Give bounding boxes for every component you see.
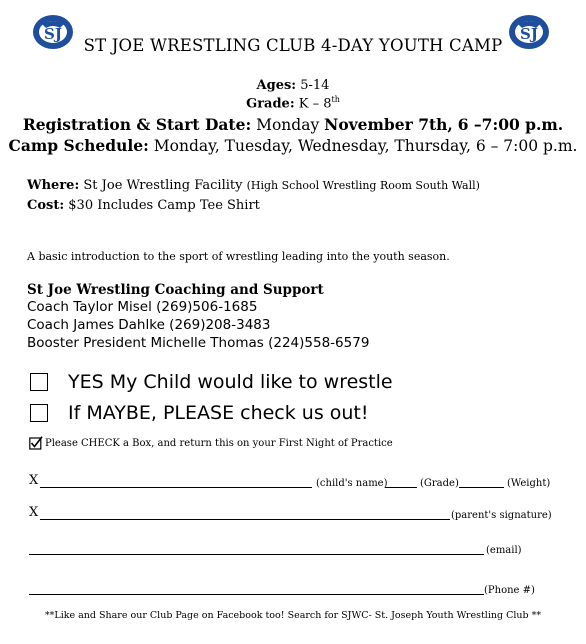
instruction-text: Please CHECK a Box, and return this on your First Night of Practice: [45, 437, 393, 449]
registration-label: Registration & Start Date:: [22, 115, 252, 134]
x-mark: X: [29, 473, 39, 488]
where-line: [27, 178, 480, 193]
registration-time: 6 –7:00 p.m.: [457, 115, 564, 134]
schedule-value: Monday, Tuesday, Wednesday, Thursday, 6 – 7:00 p.m.: [153, 137, 578, 155]
email-field[interactable]: [29, 554, 484, 555]
checked-box-icon: [29, 436, 43, 450]
grade-value: K – 8: [298, 96, 332, 112]
schedule-line: [0, 136, 586, 155]
phone-label: (Phone #): [484, 585, 535, 596]
option-yes-label: YES My Child would like to wrestle: [68, 371, 393, 393]
phone-field[interactable]: [29, 594, 484, 595]
schedule-label: Camp Schedule:: [8, 136, 149, 155]
grade-label: Grade:: [246, 96, 295, 112]
coach-contact: Coach Taylor Misel (269)506-1685: [27, 299, 258, 315]
x-mark: X: [29, 505, 39, 520]
registration-day: Monday: [256, 116, 320, 134]
childs-name-label: (child's name): [316, 478, 388, 489]
coach-contact: Coach James Dahlke (269)208-3483: [27, 317, 271, 333]
parent-signature-field[interactable]: [40, 519, 450, 520]
cost-value: $30 Includes Camp Tee Shirt: [68, 198, 260, 213]
yes-checkbox[interactable]: [30, 373, 48, 391]
option-maybe[interactable]: [30, 402, 369, 424]
where-note: (High School Wrestling Room South Wall): [246, 179, 480, 192]
weight-field[interactable]: [459, 487, 504, 488]
parent-signature-label: (parent's signature): [451, 510, 552, 521]
ages-label: Ages:: [256, 78, 297, 93]
booster-contact: Booster President Michelle Thomas (224)558-6579: [27, 335, 370, 351]
registration-date: November 7th,: [324, 115, 453, 134]
grade-sup: th: [331, 95, 340, 104]
where-label: Where:: [27, 178, 80, 193]
email-label: (email): [486, 545, 522, 556]
registration-line: [0, 115, 586, 134]
cost-label: Cost:: [27, 198, 65, 213]
maybe-checkbox[interactable]: [30, 404, 48, 422]
ages-line: [0, 78, 586, 93]
cost-line: [27, 198, 260, 213]
weight-label: (Weight): [507, 478, 551, 489]
logo-text: SJ: [520, 25, 538, 43]
ages-value: 5-14: [300, 78, 330, 93]
intro-text: A basic introduction to the sport of wrestling leading into the youth season.: [27, 250, 450, 263]
page-title: ST JOE WRESTLING CLUB 4-DAY YOUTH CAMP: [83, 36, 503, 55]
logo-text: SJ: [44, 25, 62, 43]
grade-field[interactable]: [385, 487, 417, 488]
where-value: St Joe Wrestling Facility: [83, 178, 243, 193]
option-yes[interactable]: [30, 371, 393, 393]
coaching-heading: St Joe Wrestling Coaching and Support: [27, 282, 324, 298]
option-maybe-label: If MAYBE, PLEASE check us out!: [68, 402, 369, 424]
instruction-line: [29, 436, 393, 450]
grade-field-label: (Grade): [420, 478, 459, 489]
childs-name-field[interactable]: [40, 487, 312, 488]
grade-line: [0, 95, 586, 111]
footer-note: **Like and Share our Club Page on Facebook too! Search for SJWC- St. Joseph Youth Wrestling Club **: [44, 610, 542, 621]
